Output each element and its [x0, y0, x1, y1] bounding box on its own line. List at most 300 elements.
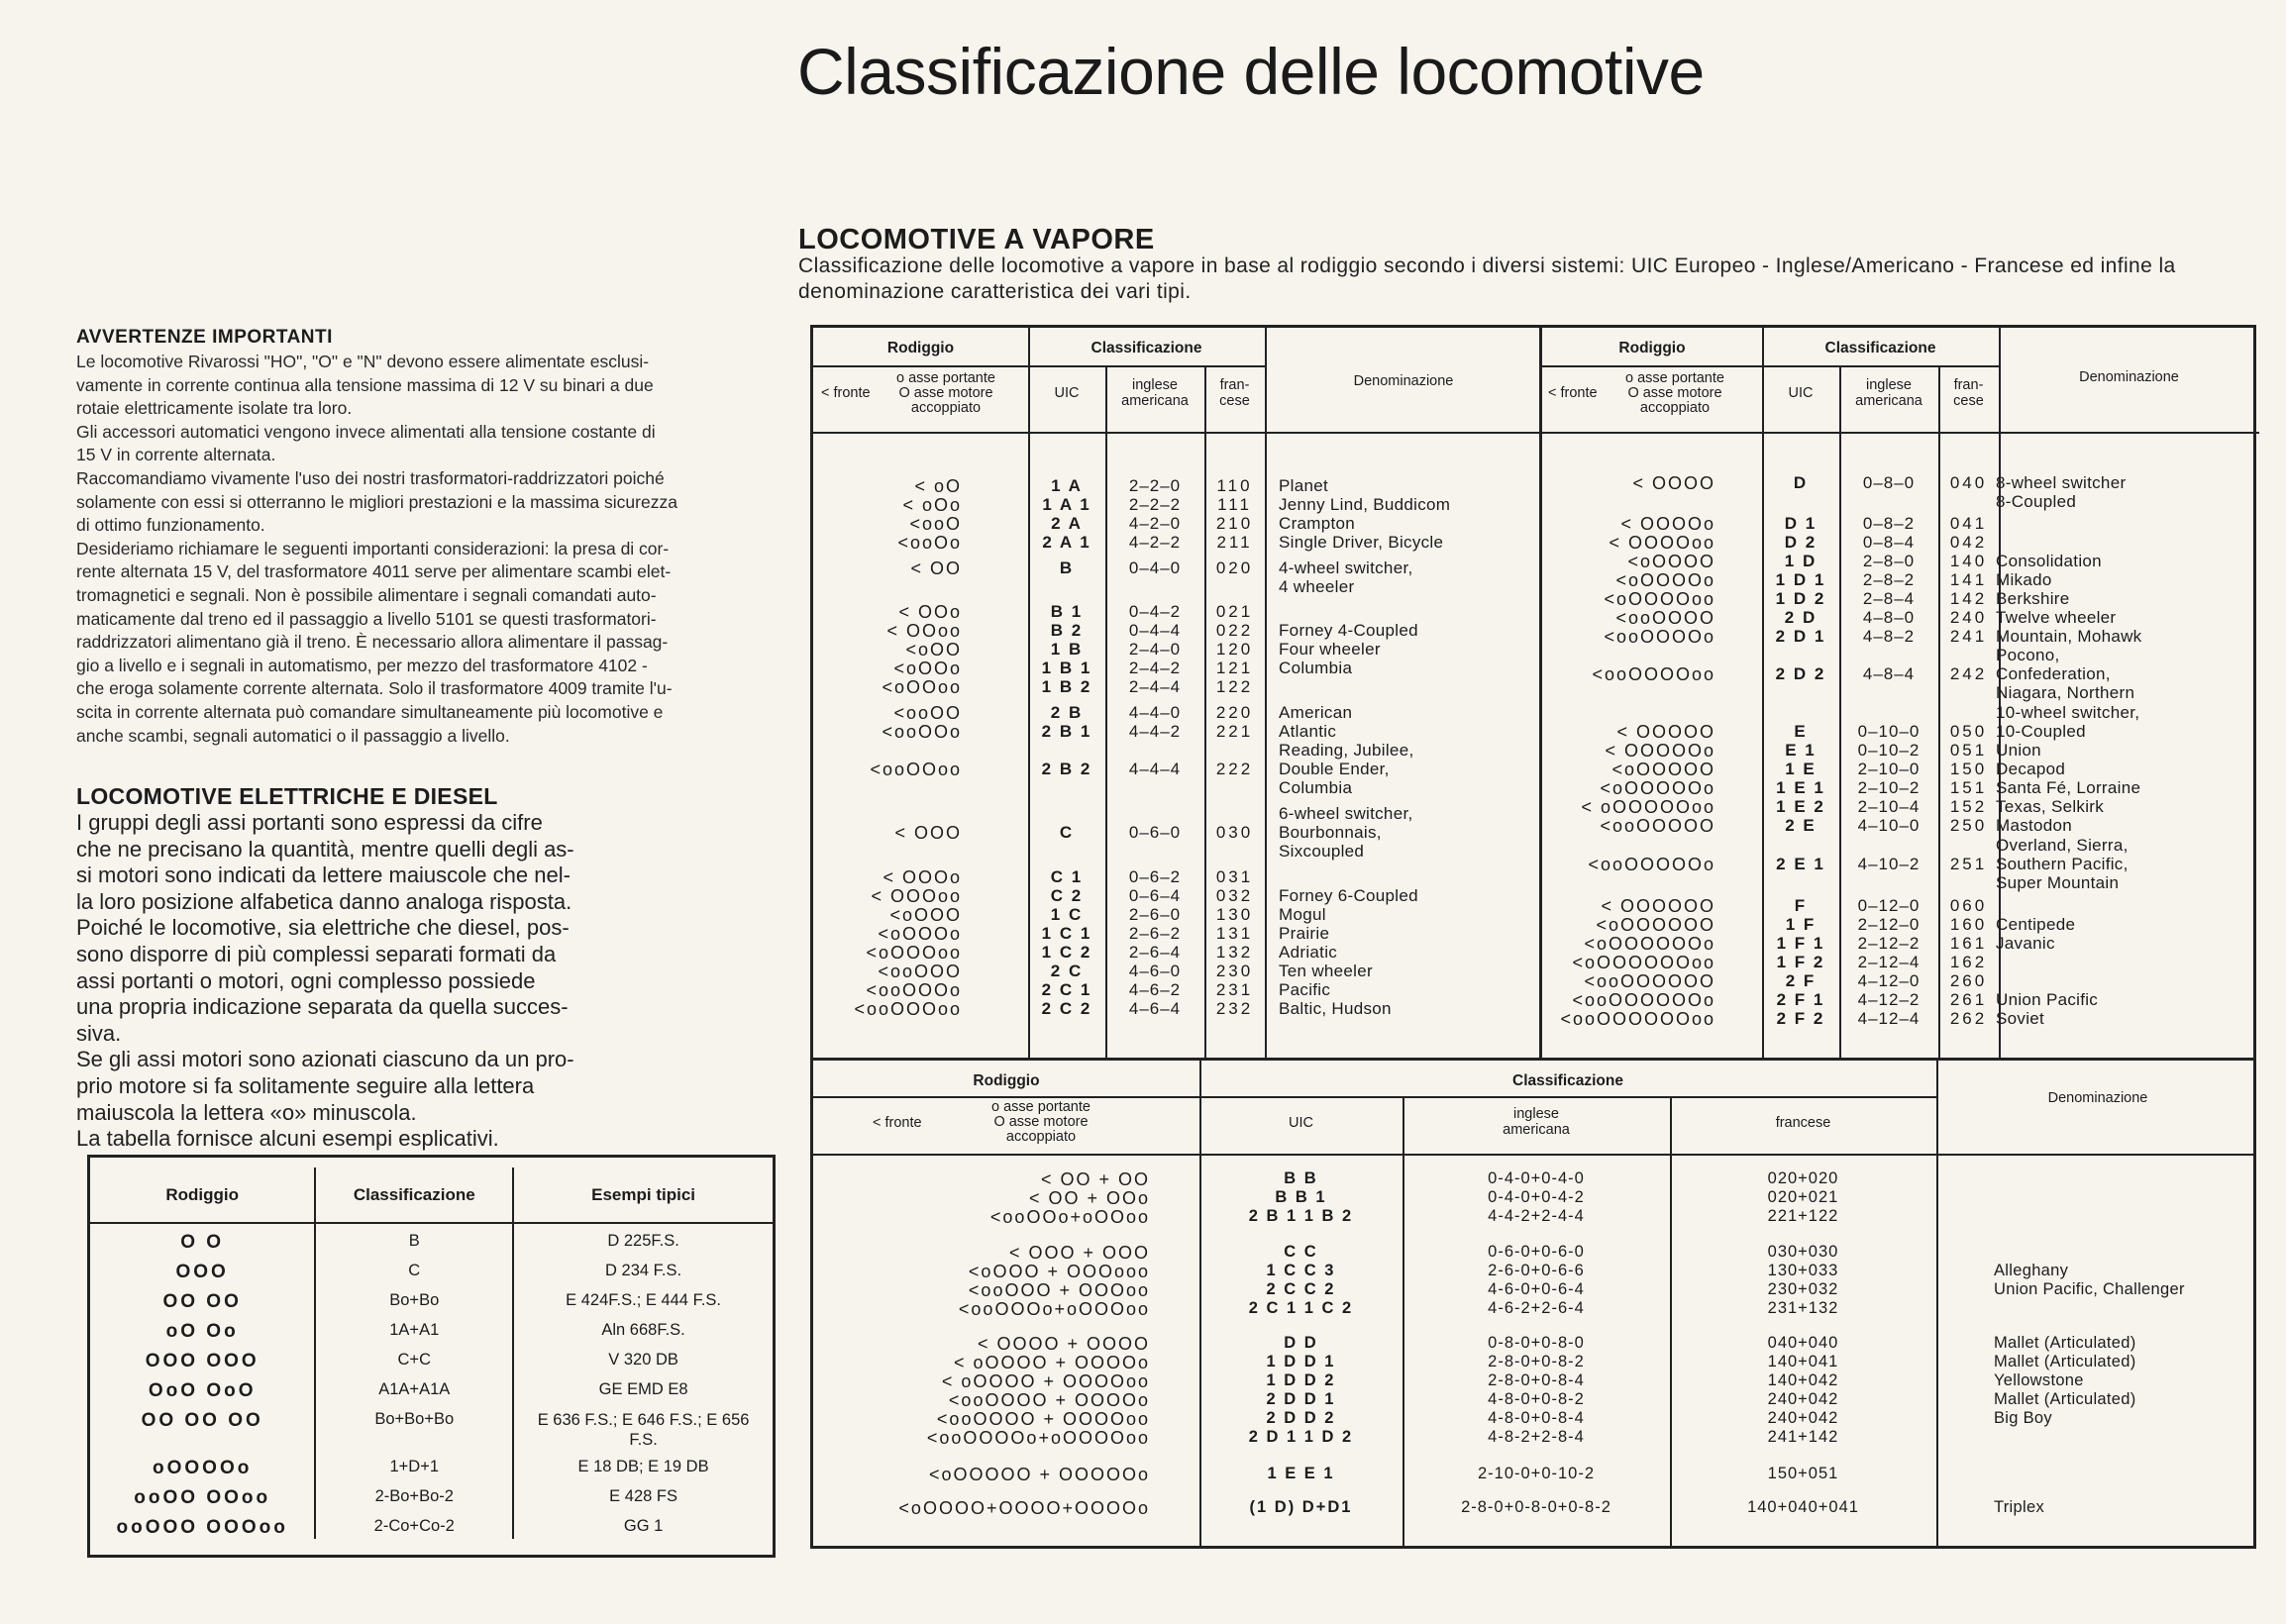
cell-den: Consolidation	[1996, 552, 2102, 570]
cell-uic: 2 B 1	[1041, 722, 1092, 741]
cell-den: Berkshire	[1996, 589, 2070, 608]
steam-header-right	[1542, 328, 2259, 434]
cell-fra: 110	[1216, 476, 1253, 495]
electric-line: Se gli assi motori sono azionati ciascuno da un pro-	[76, 1047, 574, 1072]
cell-uic: C 1	[1050, 867, 1084, 886]
cell-uic: C 2	[1050, 886, 1084, 905]
warning-line: Desideriamo richiamare le seguenti importanti considerazioni: la presa di cor-	[76, 538, 670, 558]
cell-uic: 2 C	[1050, 962, 1084, 980]
table-row	[90, 1402, 773, 1450]
cell-ing: 2–8–2	[1862, 570, 1916, 589]
cell-ing: 2–8–0	[1862, 552, 1916, 570]
cell-fra: 030+030	[1767, 1243, 1839, 1261]
cell-uic: 2 D 2	[1775, 664, 1826, 683]
legend-motore-r: O asse motore	[1627, 385, 1722, 401]
cell-uic: 1 D D 1	[1266, 1353, 1336, 1370]
cell-rod: <ooOOoo	[870, 760, 962, 779]
table-row	[1542, 896, 2259, 915]
cell-esempi: Aln 668F.S.	[513, 1313, 773, 1343]
cell-fra: 220	[1215, 703, 1254, 722]
table-row	[1542, 915, 2259, 934]
table-row	[813, 1207, 2253, 1226]
cell-ing: 0–4–4	[1128, 621, 1182, 640]
cell-rod: <ooOOOO + OOOOoo	[936, 1409, 1150, 1429]
cell-rod: < OO + OO	[1040, 1169, 1150, 1189]
table-row	[1542, 971, 2259, 990]
cell-fra: 150+051	[1767, 1465, 1839, 1482]
cell-fra: 121	[1215, 659, 1254, 677]
table-row	[813, 1371, 2253, 1390]
cell-ing: 0-4-0+0-4-0	[1488, 1169, 1585, 1187]
legend-motore: O asse motore	[898, 385, 993, 401]
cell-den: Planet	[1279, 476, 1329, 495]
cell-rod: < OOOO	[1632, 473, 1715, 493]
cell-fra: 230	[1215, 962, 1254, 980]
cell-ing: 4–12–4	[1857, 1009, 1921, 1028]
cell-den: Double Ender,	[1279, 760, 1390, 778]
warning-line: gio a livello e i segnali in automatismo, per mezzo del trasformatore 4102 -	[76, 655, 648, 675]
warning-line: di ottimo funzionamento.	[76, 515, 265, 536]
cell-ing: 4–8–4	[1862, 664, 1916, 683]
cell-ing: 4–4–2	[1128, 722, 1182, 741]
cell-ing: 2–8–4	[1862, 589, 1916, 608]
cell-fra: 132	[1215, 943, 1254, 962]
cell-uic: D 1	[1784, 514, 1818, 533]
electric-line: La tabella fornisce alcuni esempi esplicativi.	[76, 1126, 499, 1152]
cell-ing: 2–12–0	[1857, 915, 1921, 934]
cell-classificazione: C	[315, 1254, 513, 1283]
legend-portante-r: o asse portante	[1625, 370, 1724, 386]
cell-rod: <oOOOo	[878, 924, 962, 944]
table-row	[813, 1243, 2253, 1262]
cell-fra: 240	[1949, 608, 1988, 627]
cell-rod: < OOo	[898, 602, 962, 622]
cell-uic: 2 A 1	[1042, 533, 1091, 552]
cell-fra: 040+040	[1767, 1334, 1839, 1352]
cell-den: Prairie	[1279, 924, 1330, 943]
cell-fra: 151	[1949, 778, 1988, 797]
cell-rod: <ooOOOOO	[1600, 816, 1715, 836]
cell-ing: 0–10–0	[1857, 722, 1921, 741]
warning-heading: AVVERTENZE IMPORTANTI	[76, 327, 333, 348]
cell-classificazione: A1A+A1A	[315, 1372, 513, 1402]
cell-den: 10-wheel switcher,	[1996, 703, 2140, 722]
table-row	[813, 1428, 2253, 1447]
cell-uic: 2 D 1	[1775, 627, 1826, 646]
cell-ing: 4–12–2	[1857, 990, 1921, 1009]
cell-rod: <oOOoo	[882, 677, 962, 697]
cell-uic: B 1	[1050, 602, 1084, 621]
table-row	[813, 741, 1539, 760]
cell-fra: 242	[1949, 664, 1988, 683]
cell-rod: <oOOOOOOoo	[1572, 953, 1715, 972]
cell-fra: 031	[1215, 867, 1254, 886]
cell-rodiggio: O O	[180, 1232, 225, 1253]
cell-den: 8-wheel switcher	[1996, 473, 2127, 492]
cell-esempi: D 234 F.S.	[513, 1254, 773, 1283]
cell-uic: 2 D	[1784, 608, 1818, 627]
electric-line: la loro posizione alfabetica danno analoga risposta.	[76, 888, 572, 914]
cell-den: Ten wheeler	[1279, 962, 1373, 980]
warning-line: rente alternata 15 V, del trasformatore 4011 serve per alimentare scambi elet-	[76, 561, 672, 582]
cell-den: Mallet (Articulated)	[1994, 1390, 2136, 1408]
table-row	[90, 1254, 773, 1283]
cell-fra: 211	[1216, 533, 1253, 552]
cell-fra: 030	[1215, 823, 1254, 842]
steam-left-rows	[813, 434, 1539, 1058]
table-row	[813, 558, 1539, 577]
table-row	[1542, 855, 2259, 873]
cell-ing: 0-4-0+0-4-2	[1488, 1188, 1585, 1206]
electric-line: si motori sono indicati da lettere maiuscole che nel-	[76, 863, 571, 888]
cell-den: Mikado	[1996, 570, 2052, 589]
cell-rod: < OOOoo	[871, 886, 962, 906]
cell-uic: 2 C 1 1 C 2	[1248, 1299, 1354, 1317]
cell-classificazione: C+C	[315, 1343, 513, 1372]
cell-ing: 4–10–2	[1857, 855, 1921, 873]
cell-ing: 2–12–2	[1857, 934, 1921, 953]
cell-rod: < oOOOOOoo	[1581, 797, 1715, 817]
cell-rodiggio: oO Oo	[165, 1321, 239, 1342]
cell-den: Texas, Selkirk	[1996, 797, 2105, 816]
cell-uic: 1 C	[1050, 905, 1084, 924]
art-header-inglese: inglese	[1513, 1106, 1559, 1122]
electric-line: maiuscola la lettera «o» minuscola.	[76, 1099, 417, 1125]
cell-fra: 150	[1949, 760, 1988, 778]
cell-uic: 2 F 2	[1776, 1009, 1825, 1028]
table-row	[1542, 473, 2259, 492]
cell-fra: 040	[1949, 473, 1988, 492]
cell-esempi: GE EMD E8	[513, 1372, 773, 1402]
art-header-uic: UIC	[1289, 1115, 1313, 1131]
cell-ing: 4-8-0+0-8-2	[1488, 1390, 1585, 1408]
header-classificazione: Classificazione	[1091, 340, 1202, 356]
table-row	[1542, 760, 2259, 778]
cell-fra: 131	[1215, 924, 1254, 943]
table-row	[1542, 552, 2259, 570]
cell-fra: 221	[1215, 722, 1254, 741]
table-row	[1542, 816, 2259, 835]
articulated-rows	[813, 1156, 2253, 1546]
cell-fra: 021	[1215, 602, 1254, 621]
table-row	[813, 905, 1539, 924]
cell-uic: 1 D 1	[1775, 570, 1826, 589]
cell-den: Twelve wheeler	[1996, 608, 2117, 627]
cell-ing: 4–8–0	[1862, 608, 1916, 627]
table-row	[1542, 953, 2259, 971]
cell-rod: <oOO	[905, 640, 962, 660]
cell-fra: 022	[1215, 621, 1254, 640]
cell-uic: B B	[1284, 1169, 1318, 1187]
cell-fra: 140+040+041	[1747, 1498, 1859, 1516]
cell-uic: 2 D 1 1 D 2	[1248, 1428, 1354, 1446]
page-title: Classificazione delle locomotive	[797, 35, 1705, 108]
header-cese-r: cese	[1953, 393, 1984, 409]
cell-den: Forney 4-Coupled	[1279, 621, 1418, 640]
cell-den: Bourbonnais,	[1279, 823, 1382, 842]
cell-ing: 4–8–2	[1862, 627, 1916, 646]
cell-den: Mogul	[1279, 905, 1326, 924]
header-classificazione-r: Classificazione	[1824, 340, 1936, 356]
cell-ing: 4-6-2+2-6-4	[1488, 1299, 1585, 1317]
cell-esempi: D 225F.S.	[513, 1223, 773, 1254]
cell-rod: <ooOOO	[878, 962, 962, 981]
cell-ing: 2–4–2	[1128, 659, 1182, 677]
cell-rod: < OOOO + OOOO	[977, 1334, 1150, 1354]
table-row	[813, 514, 1539, 533]
cell-uic: 2 C 2	[1041, 999, 1092, 1018]
cell-den: American	[1279, 703, 1353, 722]
cell-rodiggio: ooOOO OOOoo	[116, 1517, 288, 1538]
cell-ing: 2–12–4	[1857, 953, 1921, 971]
cell-fra: 162	[1949, 953, 1988, 971]
cell-den: Jenny Lind, Buddicom	[1279, 495, 1451, 514]
header-inglese: inglese	[1132, 377, 1178, 393]
cell-den: Pacific	[1279, 980, 1331, 999]
cell-fra: 262	[1949, 1009, 1988, 1028]
table-row	[1542, 570, 2259, 589]
electric-line: una propria indicazione separata da quella succes-	[76, 994, 569, 1020]
table-row	[813, 640, 1539, 659]
cell-uic: E	[1794, 722, 1808, 741]
articulated-header	[813, 1061, 2253, 1156]
cell-classificazione: 1+D+1	[315, 1450, 513, 1479]
art-header-denominazione: Denominazione	[2047, 1090, 2148, 1106]
table-row	[1542, 514, 2259, 533]
table-row	[813, 924, 1539, 943]
table-row	[813, 703, 1539, 722]
cell-den: Columbia	[1279, 659, 1353, 677]
cell-rodiggio: oOOOOo	[153, 1458, 253, 1478]
cell-ing: 2–6–2	[1128, 924, 1182, 943]
table-row	[813, 760, 1539, 778]
cell-rod: <ooOOOOOOoo	[1560, 1009, 1715, 1029]
cell-den: Crampton	[1279, 514, 1356, 533]
cell-ing: 0–8–0	[1862, 473, 1916, 492]
table-row	[90, 1509, 773, 1539]
cell-rodiggio: OOO OOO	[145, 1351, 260, 1371]
cell-rod: <ooOOOOoo	[1592, 664, 1715, 684]
cell-den: Pocono,	[1996, 646, 2060, 664]
cell-den: Santa Fé, Lorraine	[1996, 778, 2141, 797]
header-uic: UIC	[1054, 385, 1080, 401]
cell-uic: 2 B	[1050, 703, 1084, 722]
cell-rod: <oOOOOO + OOOOOo	[928, 1465, 1150, 1484]
header-denominazione-r: Denominazione	[2079, 369, 2179, 385]
cell-ing: 2-8-0+0-8-4	[1488, 1371, 1585, 1389]
cell-rod: < oOOOO + OOOOo	[953, 1353, 1150, 1372]
cell-rod: < OO	[910, 558, 962, 578]
table-row	[813, 659, 1539, 677]
cell-rod: <oOOOOo	[1615, 570, 1715, 590]
cell-fra: 152	[1949, 797, 1988, 816]
cell-den: Southern Pacific,	[1996, 855, 2129, 873]
cell-den: Javanic	[1996, 934, 2055, 953]
cell-rod: < OO + OOo	[1028, 1188, 1150, 1208]
cell-fra: 230+032	[1767, 1280, 1839, 1298]
warning-text	[76, 351, 775, 748]
cell-uic: D	[1793, 473, 1809, 492]
cell-fra: 160	[1949, 915, 1988, 934]
table-row	[813, 1299, 2253, 1318]
cell-fra: 020+021	[1767, 1188, 1839, 1206]
cell-uic: 1 F 2	[1776, 953, 1825, 971]
table-row	[813, 943, 1539, 962]
cell-fra: 210	[1215, 514, 1254, 533]
col-header-esempi: Esempi tipici	[513, 1167, 773, 1223]
cell-uic: 1 D	[1784, 552, 1818, 570]
cell-rod: < oOo	[902, 495, 962, 515]
electric-line: assi portanti o motori, ogni complesso possiede	[76, 967, 536, 993]
cell-uic: D 2	[1784, 533, 1818, 552]
header-fran: fran-	[1219, 377, 1250, 393]
cell-esempi: E 424F.S.; E 444 F.S.	[513, 1283, 773, 1313]
warning-line: Raccomandiamo vivamente l'uso dei nostri trasformatori-raddrizzatori poiché	[76, 467, 665, 488]
cell-ing: 2–4–4	[1128, 677, 1182, 696]
left-column	[76, 327, 775, 1153]
cell-uic: 1 B 1	[1041, 659, 1092, 677]
articulated-table	[810, 1058, 2256, 1549]
cell-den: Baltic, Hudson	[1279, 999, 1392, 1018]
header-denominazione: Denominazione	[1353, 373, 1454, 389]
cell-rod: <ooOOOOOo	[1588, 855, 1715, 874]
cell-fra: 260	[1949, 971, 1988, 990]
cell-esempi: GG 1	[513, 1509, 773, 1539]
table-row	[813, 1409, 2253, 1428]
cell-fra: 020	[1215, 558, 1254, 577]
cell-den: Confederation,	[1996, 664, 2111, 683]
cell-uic: 1 F	[1785, 915, 1817, 934]
cell-den: 4 wheeler	[1279, 577, 1355, 596]
cell-ing: 4–10–0	[1857, 816, 1921, 835]
warning-line: raddrizzatori alimentano già il treno. È necessario allora alimentare il passag-	[76, 632, 669, 653]
cell-den: Four wheeler	[1279, 640, 1381, 659]
cell-ing: 2–10–4	[1857, 797, 1921, 816]
electric-heading: LOCOMOTIVE ELETTRICHE E DIESEL	[76, 783, 498, 810]
legend-accoppiato: accoppiato	[910, 400, 982, 416]
cell-fra: 232	[1215, 999, 1254, 1018]
art-legend-front: < fronte	[873, 1115, 922, 1131]
cell-rodiggio: ooOO OOoo	[134, 1487, 271, 1508]
cell-rod: <oOOOoo	[866, 943, 962, 963]
warning-line: Gli accessori automatici vengono invece alimentati alla tensione costante di	[76, 421, 656, 442]
cell-den: Super Mountain	[1996, 873, 2120, 892]
cell-rod: < oOOOO + OOOOoo	[941, 1371, 1150, 1391]
cell-ing: 2-6-0+0-6-6	[1488, 1262, 1585, 1279]
header-americana: americana	[1121, 393, 1189, 409]
cell-uic: C C	[1284, 1243, 1318, 1261]
cell-fra: 050	[1949, 722, 1988, 741]
table-row	[813, 867, 1539, 886]
warning-line: scita in corrente alternata può comandare simultaneamente più locomotive e	[76, 701, 664, 722]
cell-rodiggio: OO OO OO	[141, 1410, 263, 1431]
warning-line: maticamente dal treno ed il passaggio a livello 5101 se questi trasformatori-	[76, 608, 657, 629]
cell-ing: 0–6–2	[1128, 867, 1182, 886]
art-header-americana: americana	[1503, 1122, 1570, 1138]
table-row	[90, 1313, 773, 1343]
cell-classificazione: 1A+A1	[315, 1313, 513, 1343]
cell-classificazione: B	[315, 1223, 513, 1254]
cell-fra: 051	[1949, 741, 1988, 760]
cell-den: Alleghany	[1994, 1262, 2069, 1279]
cell-fra: 120	[1215, 640, 1254, 659]
art-header-rodiggio: Rodiggio	[973, 1072, 1040, 1089]
cell-den: Union	[1996, 741, 2041, 760]
electric-line: sono disporre di più complessi separati formati da	[76, 942, 557, 967]
header-rodiggio-r: Rodiggio	[1618, 340, 1686, 356]
cell-rod: <ooOOOO + OOOOo	[948, 1390, 1150, 1410]
cell-rod: <oOOOOoo	[1604, 589, 1715, 609]
col-header-rodiggio: Rodiggio	[90, 1167, 315, 1223]
cell-den: Mallet (Articulated)	[1994, 1334, 2136, 1352]
cell-rod: <ooOOOOo+oOOOOoo	[926, 1428, 1150, 1448]
cell-esempi: E 18 DB; E 19 DB	[513, 1450, 773, 1479]
cell-rod: <ooOo	[897, 533, 962, 553]
cell-fra: 111	[1217, 495, 1252, 514]
cell-den: Columbia	[1279, 778, 1353, 797]
cell-uic: 2 A	[1051, 514, 1083, 533]
header-cese: cese	[1219, 393, 1250, 409]
table-row	[813, 1169, 2253, 1188]
electric-line: I gruppi degli assi portanti sono espressi da cifre	[76, 810, 543, 836]
cell-fra: 032	[1215, 886, 1254, 905]
cell-uic: 1 F 1	[1776, 934, 1825, 953]
cell-den: Union Pacific, Challenger	[1994, 1280, 2185, 1298]
cell-rod: <oOOOOO	[1611, 760, 1715, 779]
cell-esempi: E 636 F.S.; E 646 F.S.; E 656 F.S.	[513, 1402, 773, 1450]
table-row	[90, 1372, 773, 1402]
electric-line: che ne precisano la quantità, mentre quelli degli as-	[76, 836, 574, 862]
cell-fra: 222	[1215, 760, 1254, 778]
cell-ing: 4–6–4	[1128, 999, 1182, 1018]
table-row	[90, 1283, 773, 1313]
table-row	[1542, 703, 2259, 722]
cell-fra: 140+041	[1767, 1353, 1839, 1370]
table-row	[1542, 722, 2259, 741]
cell-rod: <oOOOO	[1627, 552, 1715, 571]
cell-den: Mallet (Articulated)	[1994, 1353, 2136, 1370]
art-legend-motore: O asse motore	[993, 1114, 1089, 1130]
cell-fra: 020+020	[1767, 1169, 1839, 1187]
cell-ing: 4–6–2	[1128, 980, 1182, 999]
cell-den: Union Pacific	[1996, 990, 2099, 1009]
cell-den: Sixcoupled	[1279, 842, 1365, 861]
cell-rod: < OOOOOo	[1605, 741, 1715, 761]
cell-rod: <oOOOOOO	[1596, 915, 1715, 935]
cell-fra: 261	[1949, 990, 1988, 1009]
cell-den: Single Driver, Bicycle	[1279, 533, 1444, 552]
cell-uic: 2 D D 2	[1266, 1409, 1336, 1427]
cell-den: Triplex	[1994, 1498, 2044, 1516]
table-row	[813, 533, 1539, 552]
cell-uic: 2 F	[1785, 971, 1817, 990]
steam-table-left	[813, 328, 1542, 1058]
cell-den: 4-wheel switcher,	[1279, 558, 1413, 577]
cell-fra: 122	[1215, 677, 1254, 696]
table-row	[813, 1353, 2253, 1371]
warning-line: che eroga solamente corrente alternata. Solo il trasformatore 4009 tramite l'u-	[76, 678, 673, 699]
cell-ing: 0–8–2	[1862, 514, 1916, 533]
cell-den: Decapod	[1996, 760, 2066, 778]
electric-diesel-table	[87, 1155, 776, 1558]
cell-den: Niagara, Northern	[1996, 683, 2135, 702]
cell-rod: <ooOOOOo	[1604, 627, 1715, 647]
cell-den: 8-Coupled	[1996, 492, 2077, 511]
cell-rod: <ooOOOOOOo	[1572, 990, 1715, 1010]
cell-uic: (1 D) D+D1	[1249, 1498, 1353, 1516]
electric-line: siva.	[76, 1020, 122, 1046]
header-fran-r: fran-	[1953, 377, 1984, 393]
